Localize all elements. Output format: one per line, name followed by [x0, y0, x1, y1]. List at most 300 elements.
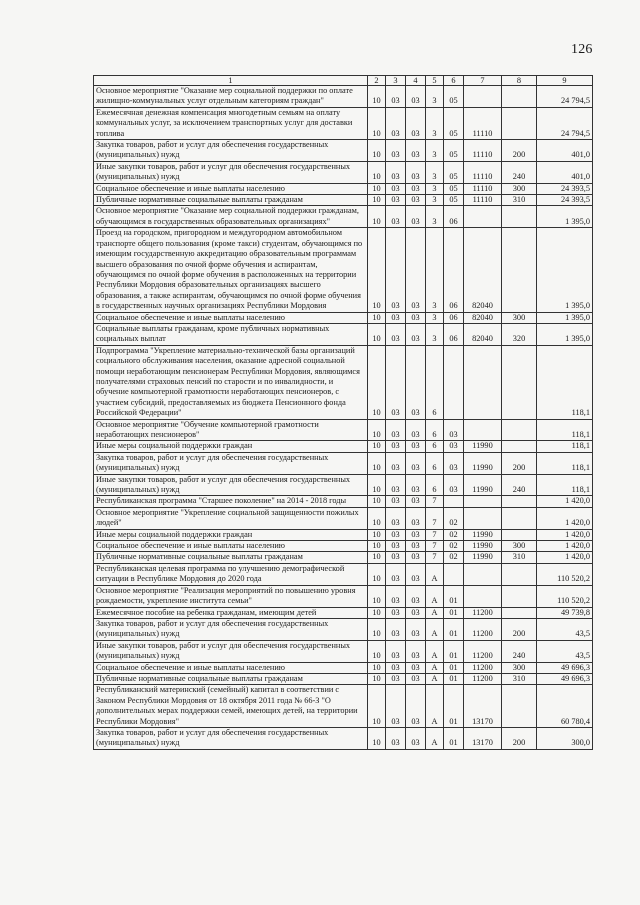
- code-activity-cell: 01: [444, 727, 464, 749]
- table-row: [94, 323, 593, 345]
- code-subsection-cell: 03: [386, 323, 406, 345]
- code-subsection-cell: 03: [386, 140, 406, 162]
- row-name-cell: Основное мероприятие "Реализация мероприятий по повышению уровня рождаемости, укрепление института семьи": [94, 585, 368, 607]
- column-header: 5: [426, 76, 444, 86]
- code-activity-cell: 01: [444, 607, 464, 618]
- code-expense-type-cell: [502, 585, 537, 607]
- table-row: [94, 452, 593, 474]
- code-subprogram-cell: 7: [426, 496, 444, 507]
- code-direction-cell: 11200: [464, 662, 502, 673]
- row-name-cell: Основное мероприятие "Обучение компьютерной грамотности неработающих пенсионеров": [94, 419, 368, 441]
- code-subprogram-cell: А: [426, 727, 444, 749]
- code-activity-cell: 05: [444, 183, 464, 194]
- code-program-cell: 03: [406, 496, 426, 507]
- table-row: [94, 345, 593, 419]
- row-name-cell: Основное мероприятие "Оказание мер социальной поддержки гражданам, обучающимся в государственных образовательных организациях": [94, 206, 368, 228]
- amount-cell: 1 420,0: [537, 541, 593, 552]
- table-row: [94, 107, 593, 139]
- code-section-cell: 10: [368, 541, 386, 552]
- code-subsection-cell: 03: [386, 507, 406, 529]
- code-direction-cell: [464, 206, 502, 228]
- code-direction-cell: [464, 585, 502, 607]
- code-program-cell: 03: [406, 228, 426, 312]
- code-activity-cell: 03: [444, 419, 464, 441]
- table-row: [94, 86, 593, 108]
- table-row: [94, 727, 593, 749]
- code-subsection-cell: 03: [386, 618, 406, 640]
- code-subsection-cell: 03: [386, 552, 406, 563]
- code-program-cell: 03: [406, 312, 426, 323]
- code-section-cell: 10: [368, 685, 386, 728]
- code-section-cell: 10: [368, 585, 386, 607]
- code-section-cell: 10: [368, 662, 386, 673]
- column-header: 3: [386, 76, 406, 86]
- amount-cell: 49 739,8: [537, 607, 593, 618]
- row-name-cell: Ежемесячная денежная компенсация многодетным семьям на оплату коммунальных услуг, за исключением транспортных услуг для доставки топлива: [94, 107, 368, 139]
- code-subprogram-cell: 3: [426, 86, 444, 108]
- code-subprogram-cell: А: [426, 607, 444, 618]
- code-activity-cell: 01: [444, 618, 464, 640]
- code-direction-cell: 11200: [464, 640, 502, 662]
- code-subsection-cell: 03: [386, 685, 406, 728]
- code-direction-cell: 82040: [464, 323, 502, 345]
- code-direction-cell: [464, 496, 502, 507]
- code-subprogram-cell: 6: [426, 419, 444, 441]
- code-expense-type-cell: 310: [502, 195, 537, 206]
- table-row: [94, 496, 593, 507]
- code-section-cell: 10: [368, 452, 386, 474]
- code-expense-type-cell: [502, 529, 537, 540]
- code-expense-type-cell: 200: [502, 452, 537, 474]
- row-name-cell: Иные меры социальной поддержки граждан: [94, 529, 368, 540]
- code-section-cell: 10: [368, 727, 386, 749]
- row-name-cell: Республиканская целевая программа по улучшению демографической ситуации в Республике Мордовия до 2020 года: [94, 563, 368, 585]
- code-activity-cell: 05: [444, 140, 464, 162]
- code-program-cell: 03: [406, 552, 426, 563]
- code-direction-cell: [464, 507, 502, 529]
- code-activity-cell: [444, 496, 464, 507]
- code-direction-cell: 13170: [464, 685, 502, 728]
- code-direction-cell: [464, 86, 502, 108]
- row-name-cell: Республиканская программа "Старшее поколение" на 2014 - 2018 годы: [94, 496, 368, 507]
- code-expense-type-cell: 240: [502, 474, 537, 496]
- amount-cell: 118,1: [537, 452, 593, 474]
- code-subprogram-cell: А: [426, 673, 444, 684]
- row-name-cell: Социальное обеспечение и иные выплаты населению: [94, 541, 368, 552]
- code-program-cell: 03: [406, 507, 426, 529]
- code-subprogram-cell: 3: [426, 183, 444, 194]
- code-expense-type-cell: [502, 441, 537, 452]
- code-direction-cell: 11110: [464, 195, 502, 206]
- column-header: 8: [502, 76, 537, 86]
- code-subprogram-cell: А: [426, 585, 444, 607]
- code-expense-type-cell: [502, 345, 537, 419]
- amount-cell: 24 794,5: [537, 107, 593, 139]
- amount-cell: 24 794,5: [537, 86, 593, 108]
- code-program-cell: 03: [406, 541, 426, 552]
- code-expense-type-cell: [502, 496, 537, 507]
- code-expense-type-cell: 200: [502, 618, 537, 640]
- code-subprogram-cell: 3: [426, 312, 444, 323]
- code-direction-cell: 82040: [464, 228, 502, 312]
- code-subprogram-cell: 3: [426, 161, 444, 183]
- table-row: [94, 529, 593, 540]
- row-name-cell: Ежемесячное пособие на ребенка гражданам, имеющим детей: [94, 607, 368, 618]
- code-activity-cell: 01: [444, 685, 464, 728]
- row-name-cell: Закупка товаров, работ и услуг для обеспечения государственных (муниципальных) нужд: [94, 618, 368, 640]
- row-name-cell: Социальные выплаты гражданам, кроме публичных нормативных социальных выплат: [94, 323, 368, 345]
- amount-cell: 49 696,3: [537, 662, 593, 673]
- amount-cell: 1 420,0: [537, 507, 593, 529]
- column-header: 9: [537, 76, 593, 86]
- code-subprogram-cell: 3: [426, 228, 444, 312]
- amount-cell: 1 420,0: [537, 552, 593, 563]
- code-subsection-cell: 03: [386, 529, 406, 540]
- code-subsection-cell: 03: [386, 474, 406, 496]
- code-program-cell: 03: [406, 607, 426, 618]
- code-direction-cell: [464, 563, 502, 585]
- amount-cell: 1 395,0: [537, 206, 593, 228]
- code-activity-cell: 01: [444, 673, 464, 684]
- table-row: [94, 441, 593, 452]
- code-activity-cell: 06: [444, 323, 464, 345]
- code-subsection-cell: 03: [386, 441, 406, 452]
- amount-cell: 24 393,5: [537, 183, 593, 194]
- code-subsection-cell: 03: [386, 345, 406, 419]
- code-expense-type-cell: 300: [502, 662, 537, 673]
- table-body: [94, 86, 593, 750]
- code-program-cell: 03: [406, 345, 426, 419]
- code-subsection-cell: 03: [386, 541, 406, 552]
- code-expense-type-cell: 320: [502, 323, 537, 345]
- row-name-cell: Публичные нормативные социальные выплаты гражданам: [94, 552, 368, 563]
- amount-cell: 43,5: [537, 618, 593, 640]
- table-row: [94, 206, 593, 228]
- code-subsection-cell: 03: [386, 640, 406, 662]
- code-subsection-cell: 03: [386, 419, 406, 441]
- code-program-cell: 03: [406, 107, 426, 139]
- code-activity-cell: 03: [444, 441, 464, 452]
- code-activity-cell: 01: [444, 640, 464, 662]
- amount-cell: 118,1: [537, 419, 593, 441]
- column-header: 4: [406, 76, 426, 86]
- code-section-cell: 10: [368, 86, 386, 108]
- code-direction-cell: 11200: [464, 607, 502, 618]
- code-subprogram-cell: А: [426, 563, 444, 585]
- amount-cell: 110 520,2: [537, 563, 593, 585]
- code-activity-cell: 03: [444, 474, 464, 496]
- budget-table: [93, 75, 593, 750]
- code-subsection-cell: 03: [386, 312, 406, 323]
- code-direction-cell: 11990: [464, 441, 502, 452]
- code-program-cell: 03: [406, 585, 426, 607]
- code-section-cell: 10: [368, 195, 386, 206]
- row-name-cell: Закупка товаров, работ и услуг для обеспечения государственных (муниципальных) нужд: [94, 452, 368, 474]
- code-expense-type-cell: [502, 563, 537, 585]
- code-activity-cell: 03: [444, 452, 464, 474]
- code-expense-type-cell: [502, 507, 537, 529]
- amount-cell: 24 393,5: [537, 195, 593, 206]
- amount-cell: 401,0: [537, 161, 593, 183]
- code-subsection-cell: 03: [386, 107, 406, 139]
- code-program-cell: 03: [406, 419, 426, 441]
- code-subprogram-cell: 6: [426, 441, 444, 452]
- code-program-cell: 03: [406, 86, 426, 108]
- code-program-cell: 03: [406, 323, 426, 345]
- code-program-cell: 03: [406, 452, 426, 474]
- code-section-cell: 10: [368, 563, 386, 585]
- table-row: [94, 552, 593, 563]
- row-name-cell: Подпрограмма "Укрепление материально-технической базы организаций социального обслуживания населения, оказание адресной социальной помощи неработающим пенсионерам Республики Мордовия, являющимся получателями страховых пенсий по старости и по инвалидности, и обучение компьютерной грамотности неработающих пенсионеров, с участием субсидий, предоставляемых из бюджета Пенсионного фонда Российской Федерации": [94, 345, 368, 419]
- amount-cell: 110 520,2: [537, 585, 593, 607]
- code-section-cell: 10: [368, 618, 386, 640]
- code-activity-cell: 02: [444, 507, 464, 529]
- code-section-cell: 10: [368, 441, 386, 452]
- code-direction-cell: [464, 345, 502, 419]
- code-subprogram-cell: А: [426, 618, 444, 640]
- row-name-cell: Иные меры социальной поддержки граждан: [94, 441, 368, 452]
- code-expense-type-cell: 240: [502, 640, 537, 662]
- code-section-cell: 10: [368, 345, 386, 419]
- code-subprogram-cell: 3: [426, 107, 444, 139]
- code-program-cell: 03: [406, 618, 426, 640]
- code-subsection-cell: 03: [386, 206, 406, 228]
- page-number: 126: [571, 42, 593, 57]
- table-row: [94, 140, 593, 162]
- table-row: [94, 507, 593, 529]
- code-section-cell: 10: [368, 228, 386, 312]
- row-name-cell: Основное мероприятие "Укрепление социальной защищенности пожилых людей": [94, 507, 368, 529]
- table-row: [94, 618, 593, 640]
- code-section-cell: 10: [368, 161, 386, 183]
- row-name-cell: Социальное обеспечение и иные выплаты населению: [94, 662, 368, 673]
- row-name-cell: Закупка товаров, работ и услуг для обеспечения государственных (муниципальных) нужд: [94, 727, 368, 749]
- table-row: [94, 183, 593, 194]
- table-row: [94, 685, 593, 728]
- code-subsection-cell: 03: [386, 607, 406, 618]
- code-subprogram-cell: 6: [426, 474, 444, 496]
- column-header: 2: [368, 76, 386, 86]
- code-section-cell: 10: [368, 474, 386, 496]
- code-expense-type-cell: [502, 86, 537, 108]
- code-section-cell: 10: [368, 312, 386, 323]
- code-program-cell: 03: [406, 563, 426, 585]
- code-expense-type-cell: 240: [502, 161, 537, 183]
- code-subsection-cell: 03: [386, 585, 406, 607]
- code-program-cell: 03: [406, 727, 426, 749]
- code-section-cell: 10: [368, 107, 386, 139]
- code-direction-cell: 11110: [464, 140, 502, 162]
- code-program-cell: 03: [406, 206, 426, 228]
- code-program-cell: 03: [406, 685, 426, 728]
- code-subprogram-cell: 7: [426, 541, 444, 552]
- code-subprogram-cell: 7: [426, 507, 444, 529]
- code-section-cell: 10: [368, 673, 386, 684]
- code-expense-type-cell: [502, 607, 537, 618]
- table-row: [94, 161, 593, 183]
- code-activity-cell: 02: [444, 552, 464, 563]
- code-subprogram-cell: 3: [426, 195, 444, 206]
- code-subprogram-cell: 3: [426, 140, 444, 162]
- code-section-cell: 10: [368, 507, 386, 529]
- amount-cell: 401,0: [537, 140, 593, 162]
- amount-cell: 1 395,0: [537, 312, 593, 323]
- row-name-cell: Иные закупки товаров, работ и услуг для обеспечения государственных (муниципальных) нужд: [94, 161, 368, 183]
- amount-cell: 1 395,0: [537, 323, 593, 345]
- code-section-cell: 10: [368, 323, 386, 345]
- code-expense-type-cell: 300: [502, 312, 537, 323]
- code-subprogram-cell: А: [426, 640, 444, 662]
- code-activity-cell: 05: [444, 195, 464, 206]
- code-direction-cell: 11990: [464, 452, 502, 474]
- table-row: [94, 563, 593, 585]
- code-subsection-cell: 03: [386, 496, 406, 507]
- code-program-cell: 03: [406, 183, 426, 194]
- row-name-cell: Проезд на городском, пригородном и междугородном автомобильном транспорте общего пользования (кроме такси) студентам, обучающимся по имеющим государственную аккредитацию образовательным программам высшего образования по очной форме обучения и аспирантам, обучающимся по очной форме обучения в расположенных на территории Республики Мордовия образовательных организациях высшего образования, а также аспирантам, обучающимся по очной форме обучения в государственных научных организациях Республики Мордовия: [94, 228, 368, 312]
- code-subsection-cell: 03: [386, 161, 406, 183]
- code-program-cell: 03: [406, 441, 426, 452]
- code-subprogram-cell: 6: [426, 452, 444, 474]
- code-activity-cell: [444, 345, 464, 419]
- code-section-cell: 10: [368, 206, 386, 228]
- table-row: [94, 585, 593, 607]
- column-header: 6: [444, 76, 464, 86]
- code-expense-type-cell: 200: [502, 140, 537, 162]
- code-activity-cell: 01: [444, 662, 464, 673]
- row-name-cell: Социальное обеспечение и иные выплаты населению: [94, 312, 368, 323]
- code-activity-cell: 02: [444, 541, 464, 552]
- code-expense-type-cell: [502, 228, 537, 312]
- code-direction-cell: 11990: [464, 529, 502, 540]
- code-activity-cell: [444, 563, 464, 585]
- code-section-cell: 10: [368, 140, 386, 162]
- row-name-cell: Республиканский материнский (семейный) капитал в соответствии с Законом Республики Мордовия от 18 октября 2011 года № 66-З "О дополнительных мерах поддержки семей, имеющих детей, на территории Республики Мордовия": [94, 685, 368, 728]
- code-expense-type-cell: 200: [502, 727, 537, 749]
- code-program-cell: 03: [406, 474, 426, 496]
- row-name-cell: Основное мероприятие "Оказание мер социальной поддержки по оплате жилищно-коммунальных услуг отдельным категориям граждан": [94, 86, 368, 108]
- code-subprogram-cell: 6: [426, 345, 444, 419]
- table-row: [94, 195, 593, 206]
- code-subsection-cell: 03: [386, 228, 406, 312]
- code-subprogram-cell: 7: [426, 552, 444, 563]
- code-subsection-cell: 03: [386, 195, 406, 206]
- table-row: [94, 474, 593, 496]
- code-expense-type-cell: [502, 107, 537, 139]
- code-subprogram-cell: 3: [426, 206, 444, 228]
- code-direction-cell: [464, 419, 502, 441]
- row-name-cell: Публичные нормативные социальные выплаты гражданам: [94, 195, 368, 206]
- table-row: [94, 662, 593, 673]
- table-row: [94, 419, 593, 441]
- code-program-cell: 03: [406, 161, 426, 183]
- code-activity-cell: 05: [444, 86, 464, 108]
- table-row: [94, 640, 593, 662]
- code-program-cell: 03: [406, 195, 426, 206]
- code-section-cell: 10: [368, 419, 386, 441]
- code-direction-cell: 11200: [464, 618, 502, 640]
- amount-cell: 1 420,0: [537, 529, 593, 540]
- code-direction-cell: 11990: [464, 541, 502, 552]
- code-direction-cell: 82040: [464, 312, 502, 323]
- code-direction-cell: 11110: [464, 161, 502, 183]
- table-row: [94, 228, 593, 312]
- code-direction-cell: 13170: [464, 727, 502, 749]
- code-section-cell: 10: [368, 607, 386, 618]
- row-name-cell: Иные закупки товаров, работ и услуг для обеспечения государственных (муниципальных) нужд: [94, 640, 368, 662]
- table-header-row: [94, 76, 593, 86]
- code-direction-cell: 11990: [464, 474, 502, 496]
- row-name-cell: Иные закупки товаров, работ и услуг для обеспечения государственных (муниципальных) нужд: [94, 474, 368, 496]
- table-row: [94, 541, 593, 552]
- code-activity-cell: 06: [444, 228, 464, 312]
- amount-cell: 118,1: [537, 474, 593, 496]
- code-subsection-cell: 03: [386, 662, 406, 673]
- code-expense-type-cell: [502, 206, 537, 228]
- column-header: 1: [94, 76, 368, 86]
- code-subprogram-cell: А: [426, 685, 444, 728]
- code-activity-cell: 05: [444, 161, 464, 183]
- code-subsection-cell: 03: [386, 452, 406, 474]
- code-activity-cell: 06: [444, 206, 464, 228]
- code-program-cell: 03: [406, 673, 426, 684]
- code-subprogram-cell: 3: [426, 323, 444, 345]
- code-expense-type-cell: [502, 685, 537, 728]
- code-direction-cell: 11110: [464, 183, 502, 194]
- amount-cell: 118,1: [537, 441, 593, 452]
- code-program-cell: 03: [406, 640, 426, 662]
- code-activity-cell: 06: [444, 312, 464, 323]
- row-name-cell: Публичные нормативные социальные выплаты гражданам: [94, 673, 368, 684]
- code-subprogram-cell: 7: [426, 529, 444, 540]
- code-program-cell: 03: [406, 529, 426, 540]
- code-subsection-cell: 03: [386, 673, 406, 684]
- code-activity-cell: 05: [444, 107, 464, 139]
- code-section-cell: 10: [368, 496, 386, 507]
- amount-cell: 60 780,4: [537, 685, 593, 728]
- code-expense-type-cell: 310: [502, 673, 537, 684]
- code-program-cell: 03: [406, 662, 426, 673]
- code-subsection-cell: 03: [386, 86, 406, 108]
- row-name-cell: Закупка товаров, работ и услуг для обеспечения государственных (муниципальных) нужд: [94, 140, 368, 162]
- amount-cell: 43,5: [537, 640, 593, 662]
- code-expense-type-cell: [502, 419, 537, 441]
- code-expense-type-cell: 300: [502, 183, 537, 194]
- code-direction-cell: 11990: [464, 552, 502, 563]
- code-expense-type-cell: 310: [502, 552, 537, 563]
- amount-cell: 49 696,3: [537, 673, 593, 684]
- code-subsection-cell: 03: [386, 183, 406, 194]
- table-row: [94, 607, 593, 618]
- amount-cell: 300,0: [537, 727, 593, 749]
- code-subprogram-cell: А: [426, 662, 444, 673]
- amount-cell: 1 395,0: [537, 228, 593, 312]
- code-activity-cell: 01: [444, 585, 464, 607]
- code-section-cell: 10: [368, 640, 386, 662]
- row-name-cell: Социальное обеспечение и иные выплаты населению: [94, 183, 368, 194]
- column-header: 7: [464, 76, 502, 86]
- table-row: [94, 673, 593, 684]
- amount-cell: 1 420,0: [537, 496, 593, 507]
- code-section-cell: 10: [368, 552, 386, 563]
- code-program-cell: 03: [406, 140, 426, 162]
- code-section-cell: 10: [368, 183, 386, 194]
- amount-cell: 118,1: [537, 345, 593, 419]
- code-activity-cell: 02: [444, 529, 464, 540]
- code-section-cell: 10: [368, 529, 386, 540]
- code-expense-type-cell: 300: [502, 541, 537, 552]
- code-direction-cell: 11110: [464, 107, 502, 139]
- code-subsection-cell: 03: [386, 727, 406, 749]
